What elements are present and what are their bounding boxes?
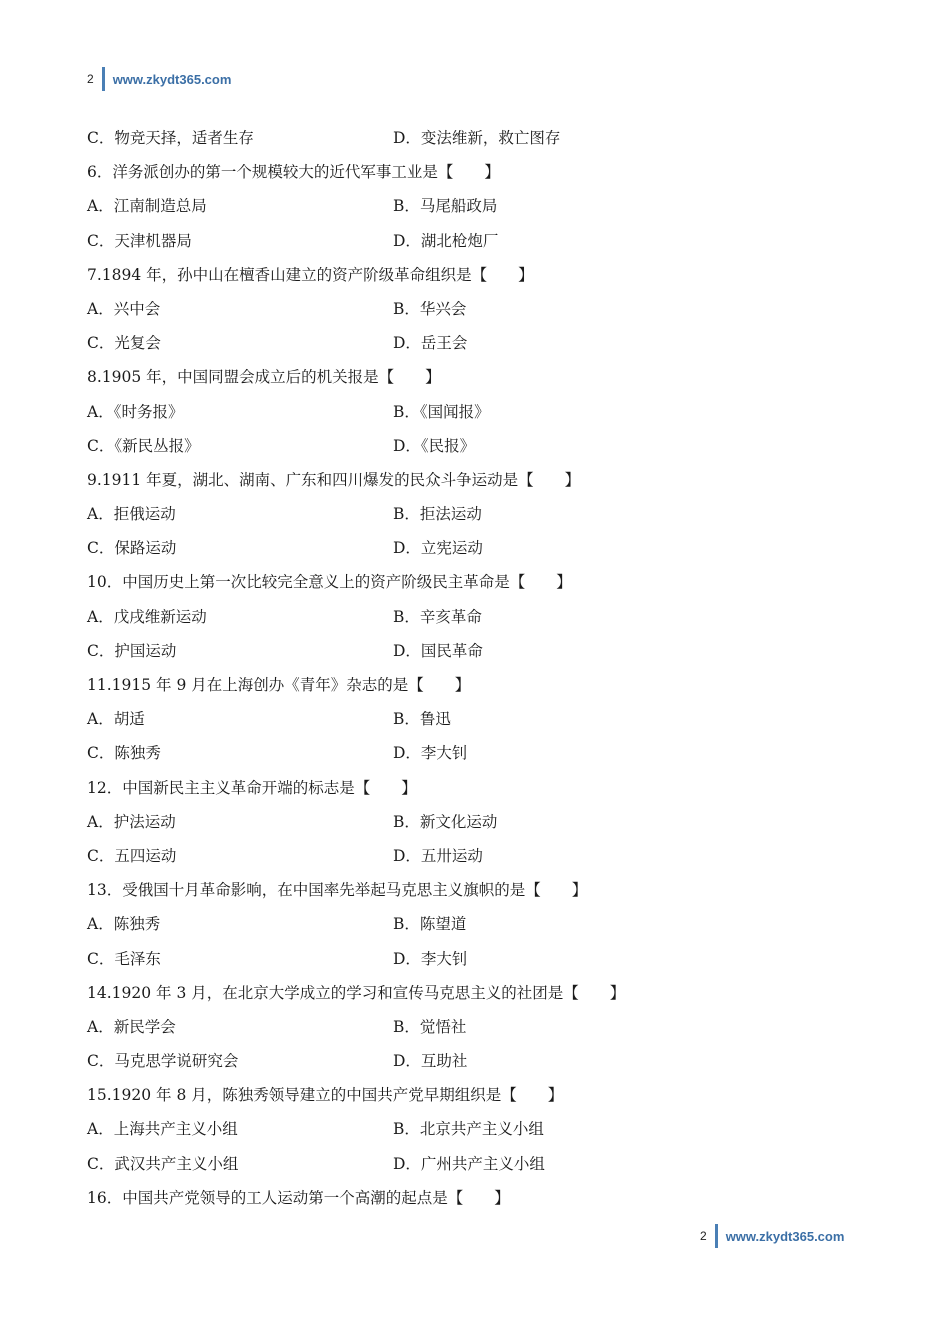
option-right: B．华兴会 [393,299,467,318]
option-row [87,326,867,360]
question-text: 11.1915 年 9 月在上海创办《青年》杂志的是【 】 [87,676,471,694]
option-row [87,1044,867,1078]
option-left: A．戊戌维新运动 [87,607,207,626]
option-row [87,600,867,634]
header-site-link[interactable]: www.zkydt365.com [112,71,232,87]
question-text: 16．中国共产党领导的工人运动第一个高潮的起点是【 】 [87,1188,510,1207]
question-text: 12．中国新民主主义革命开端的标志是【 】 [87,778,417,797]
option-row [87,736,867,770]
option-left: A．新民学会 [87,1017,176,1036]
option-left: A．胡适 [87,710,145,729]
option-row [87,942,867,976]
option-left: A．上海共产主义小组 [87,1120,238,1139]
option-left: C．天津机器局 [87,231,192,250]
option-right: D．湖北枪炮厂 [393,231,499,250]
option-left: C．《新民丛报》 [87,436,200,455]
option-row [87,189,867,223]
option-row [87,702,867,736]
option-right: B．鲁迅 [393,710,451,729]
question-stem [87,258,867,292]
option-right: D．李大钊 [393,949,468,968]
question-text: 9.1911 年夏，湖北、湖南、广东和四川爆发的民众斗争运动是【 】 [87,470,581,489]
option-row [87,1147,867,1181]
option-row [87,121,867,155]
question-stem [87,976,867,1010]
question-list [87,121,867,1215]
option-right: B．辛亥革命 [393,607,482,626]
option-right: B．觉悟社 [393,1017,467,1036]
option-row [87,839,867,873]
option-left: A．江南制造总局 [87,197,207,216]
question-stem [87,1078,867,1112]
header-divider [102,67,105,91]
option-left: C．马克思学说研究会 [87,1052,239,1071]
option-row [87,1010,867,1044]
question-text: 7.1894 年，孙中山在檀香山建立的资产阶级革命组织是【 】 [87,265,534,284]
option-left: A．兴中会 [87,299,161,318]
question-text: 14.1920 年 3 月，在北京大学成立的学习和宣传马克思主义的社团是【 】 [87,983,626,1002]
option-right: B．《国闻报》 [393,402,490,421]
question-stem [87,565,867,599]
question-text: 8.1905 年，中国同盟会成立后的机关报是【 】 [87,368,441,387]
question-stem [87,1181,867,1215]
option-right: D．《民报》 [393,436,476,455]
option-right: D．互助社 [393,1052,468,1071]
option-right: B．马尾船政局 [393,197,498,216]
footer-page-number: 2 [700,1229,707,1243]
option-left: C．陈独秀 [87,744,161,763]
question-text: 10．中国历史上第一次比较完全意义上的资产阶级民主革命是【 】 [87,573,572,592]
option-row [87,224,867,258]
option-left: A．《时务报》 [87,402,184,421]
option-left: C．光复会 [87,334,161,353]
question-text: 6．洋务派创办的第一个规模较大的近代军事工业是【 】 [87,163,500,182]
option-right: D．李大钊 [393,744,468,763]
question-text: 15.1920 年 8 月，陈独秀领导建立的中国共产党早期组织是【 】 [87,1086,564,1105]
option-right: D．五卅运动 [393,846,483,865]
option-row [87,805,867,839]
option-right: D．变法维新，救亡图存 [393,129,561,147]
option-row [87,292,867,326]
question-stem [87,463,867,497]
option-right: D．立宪运动 [393,539,483,558]
option-right: B．拒法运动 [393,505,482,524]
option-right: D．广州共产主义小组 [393,1154,545,1173]
footer-site-link[interactable]: www.zkydt365.com [725,1228,845,1244]
option-left: C．物竞天择，适者生存 [87,129,254,147]
option-right: B．北京共产主义小组 [393,1120,544,1139]
option-row [87,1112,867,1146]
question-stem [87,771,867,805]
question-text: 13．受俄国十月革命影响，在中国率先举起马克思主义旗帜的是【 】 [87,881,588,900]
option-right: B．新文化运动 [393,812,498,831]
question-stem [87,873,867,907]
page-header [87,66,231,92]
option-left: C．武汉共产主义小组 [87,1154,239,1173]
header-page-number: 2 [87,72,94,86]
option-row [87,395,867,429]
question-stem [87,668,867,702]
option-row [87,497,867,531]
question-stem [87,155,867,189]
option-right: D．岳王会 [393,334,468,353]
option-row [87,429,867,463]
option-row [87,634,867,668]
option-row [87,907,867,941]
option-left: C．五四运动 [87,846,177,865]
option-right: B．陈望道 [393,915,467,934]
question-stem [87,360,867,394]
page-footer [700,1223,844,1249]
footer-divider [715,1224,718,1248]
option-right: D．国民革命 [393,641,483,660]
option-left: A．拒俄运动 [87,505,176,524]
option-left: C．保路运动 [87,539,177,558]
option-left: C．护国运动 [87,641,177,660]
option-left: A．陈独秀 [87,915,161,934]
option-left: C．毛泽东 [87,949,161,968]
option-row [87,531,867,565]
option-left: A．护法运动 [87,812,176,831]
